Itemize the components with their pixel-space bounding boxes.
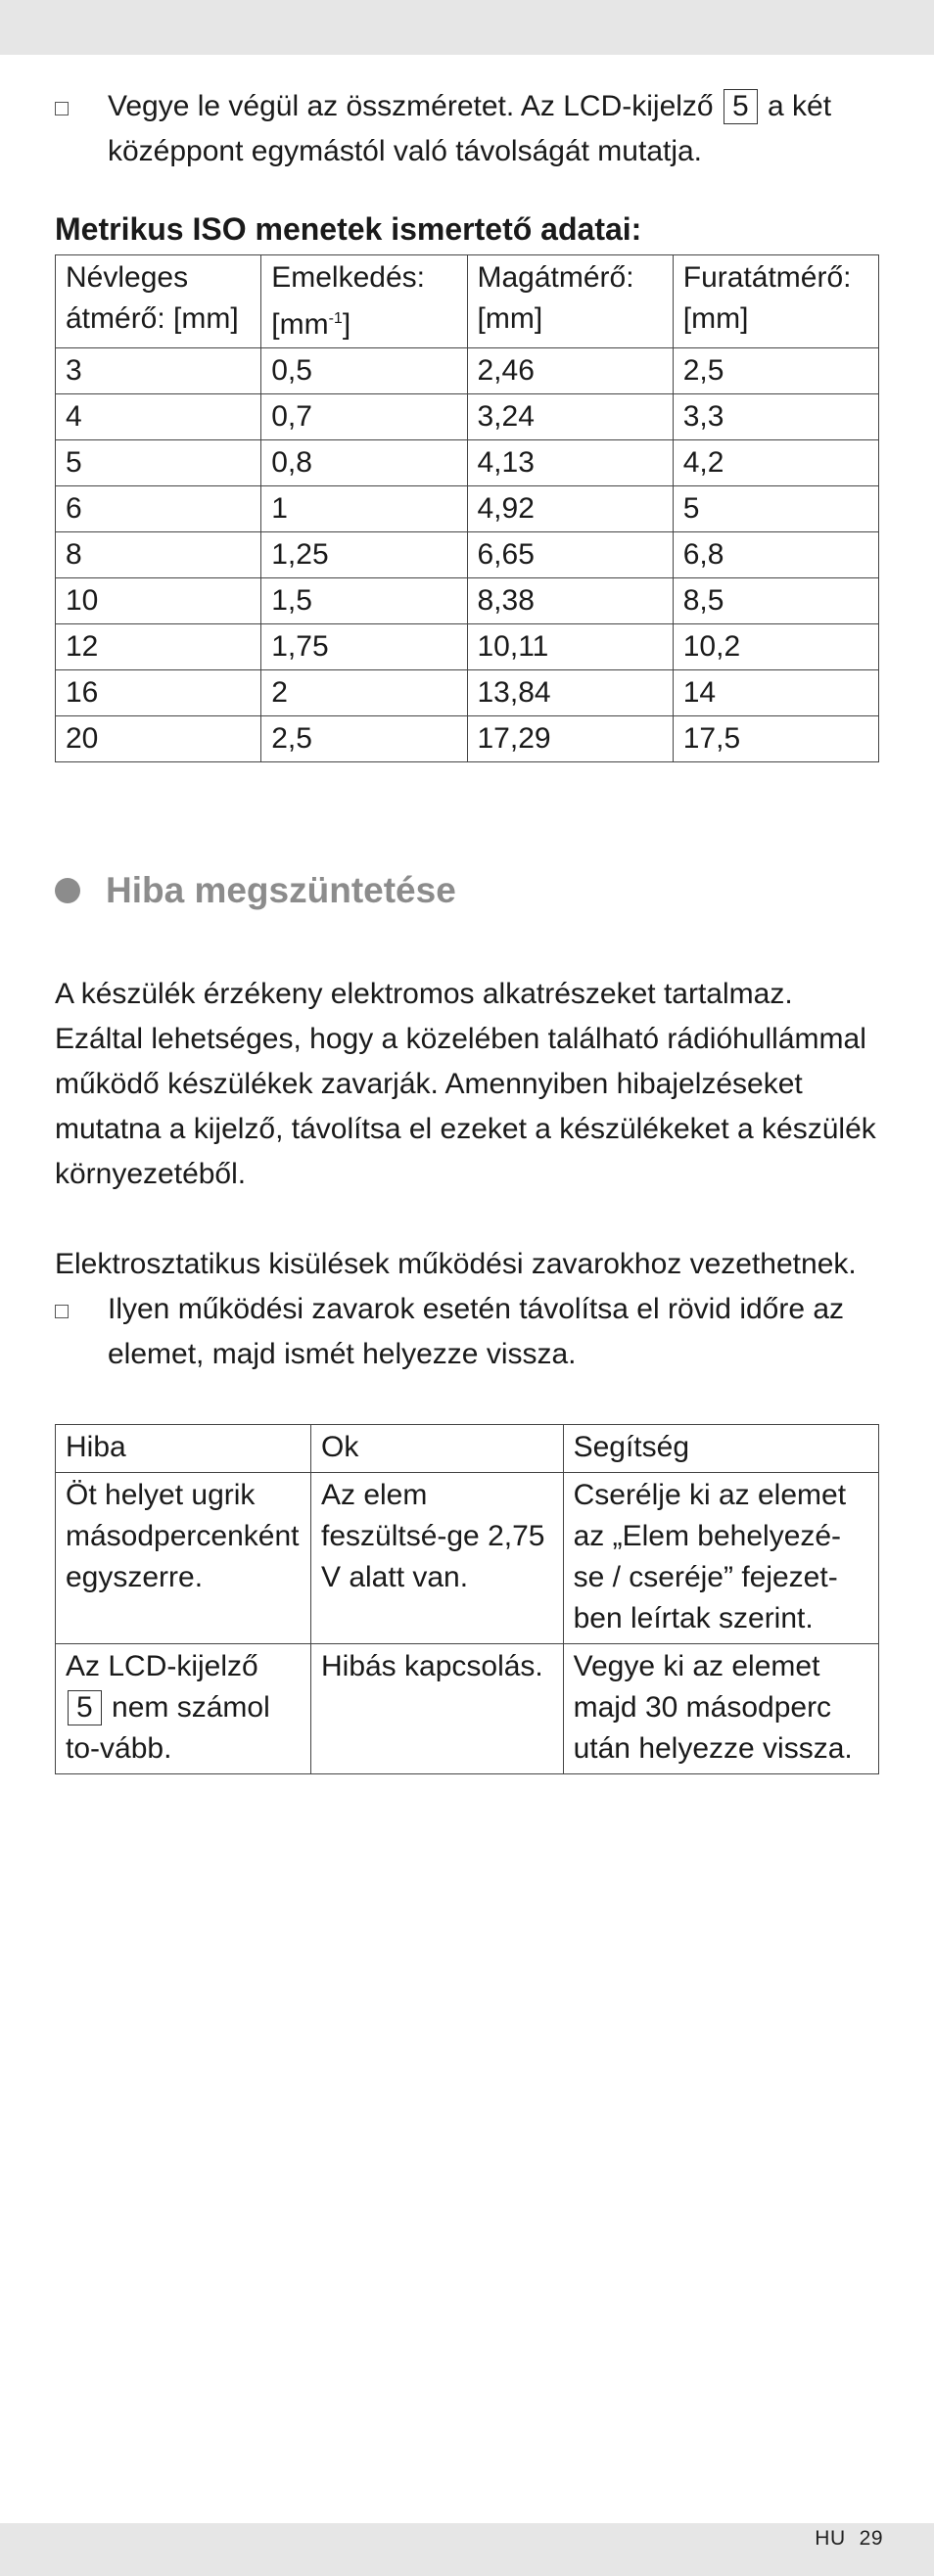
table-cell: 14 <box>673 670 878 716</box>
table-cell: 10 <box>56 578 261 624</box>
header-cause: Ok <box>310 1425 563 1473</box>
table-cell: 8 <box>56 532 261 578</box>
top-bar <box>0 0 934 55</box>
table-row <box>56 670 879 716</box>
troubleshooting-header-row <box>56 1425 879 1473</box>
header-pitch-prefix: Emelkedés: [mm <box>271 261 425 341</box>
table-cell: 2 <box>261 670 467 716</box>
table-cell: 2,5 <box>673 348 878 394</box>
cause-cell: Az elem feszültsé-ge 2,75 V alatt van. <box>310 1473 563 1644</box>
header-pitch-sup: -1 <box>328 310 343 327</box>
header-bore: Furatátmérő: [mm] <box>673 255 878 348</box>
intro-text-before: Vegye le végül az összméretet. Az LCD-kijelző <box>108 90 714 122</box>
table-cell: 2,5 <box>261 716 467 762</box>
table-cell: 6 <box>56 486 261 532</box>
table-row <box>56 624 879 670</box>
table-cell: 2,46 <box>467 348 673 394</box>
table-cell: 10,11 <box>467 624 673 670</box>
table-cell: 17,29 <box>467 716 673 762</box>
intro-bullet <box>55 84 879 174</box>
troubleshooting-table <box>55 1424 879 1774</box>
section-title: Hiba megszüntetése <box>106 870 456 910</box>
table-cell: 16 <box>56 670 261 716</box>
ref-number: 5 <box>724 89 758 124</box>
table-cell: 8,5 <box>673 578 878 624</box>
troubleshoot-bullet <box>55 1287 879 1377</box>
table-cell: 3,3 <box>673 394 878 440</box>
table-row <box>56 486 879 532</box>
fault-cell: Öt helyet ugrik másodpercenként egyszerre. <box>56 1473 311 1644</box>
page-footer <box>815 2527 883 2551</box>
help-cell: Vegye ki az elemet majd 30 másodperc után helyezze vissza. <box>563 1644 878 1774</box>
table-cell: 0,8 <box>261 440 467 486</box>
fault-text-after: nem számol to-vább. <box>66 1691 270 1765</box>
cause-cell: Hibás kapcsolás. <box>310 1644 563 1774</box>
table-row <box>56 1473 879 1644</box>
table-cell: 0,7 <box>261 394 467 440</box>
table-cell: 3,24 <box>467 394 673 440</box>
table-cell: 6,65 <box>467 532 673 578</box>
table-cell: 1,75 <box>261 624 467 670</box>
section-bullet-icon <box>55 878 80 903</box>
table-cell: 8,38 <box>467 578 673 624</box>
table-row <box>56 716 879 762</box>
fault-text-before: Az LCD-kijelző <box>66 1650 258 1682</box>
table-cell: 4,13 <box>467 440 673 486</box>
table-cell: 4,2 <box>673 440 878 486</box>
footer-language: HU <box>815 2527 846 2550</box>
page-content <box>55 84 879 1774</box>
table-row <box>56 532 879 578</box>
table-cell: 10,2 <box>673 624 878 670</box>
intro-text-after: a két középpont egymástól való távolságát mutatja. <box>108 90 832 167</box>
help-cell: Cserélje ki az elemet az „Elem behelyezé-se / cseréje” fejezet-ben leírtak szerint. <box>563 1473 878 1644</box>
table-row <box>56 394 879 440</box>
fault-cell <box>56 1644 311 1774</box>
paragraph-electrostatic: Elektrosztatikus kisülések működési zavarokhoz vezethetnek. <box>55 1248 857 1280</box>
ref-number: 5 <box>68 1690 102 1725</box>
footer-bar <box>0 2523 934 2576</box>
table-cell: 12 <box>56 624 261 670</box>
table-cell: 1 <box>261 486 467 532</box>
table-row <box>56 1644 879 1774</box>
table-cell: 5 <box>673 486 878 532</box>
thread-table-header-row <box>56 255 879 348</box>
thread-table <box>55 254 879 762</box>
bullet-square-icon <box>55 102 69 115</box>
header-core: Magátmérő: [mm] <box>467 255 673 348</box>
table-cell: 20 <box>56 716 261 762</box>
paragraph-sensitive-components: A készülék érzékeny elektromos alkatrészeket tartalmaz. Ezáltal lehetséges, hogy a közelében található rádióhullámmal működő készülékek zavarják. Amennyiben hibajelzéseket mutatna a kijelző, távolítsa el ezeket a készülékeket a készülék környezetéből. <box>55 978 876 1190</box>
table-row <box>56 578 879 624</box>
bullet-square-icon <box>55 1305 69 1318</box>
table-cell: 3 <box>56 348 261 394</box>
header-help: Segítség <box>563 1425 878 1473</box>
table-row <box>56 440 879 486</box>
troubleshoot-bullet-text: Ilyen működési zavarok esetén távolítsa el rövid időre az elemet, majd ismét helyezze vissza. <box>108 1293 845 1370</box>
table-cell: 5 <box>56 440 261 486</box>
header-fault: Hiba <box>56 1425 311 1473</box>
header-nominal: Névleges átmérő: [mm] <box>56 255 261 348</box>
section-heading <box>55 866 879 915</box>
table-cell: 0,5 <box>261 348 467 394</box>
table-cell: 17,5 <box>673 716 878 762</box>
header-pitch-suffix: ] <box>342 308 351 341</box>
table-cell: 6,8 <box>673 532 878 578</box>
table-cell: 4,92 <box>467 486 673 532</box>
table-row <box>56 348 879 394</box>
table-cell: 1,25 <box>261 532 467 578</box>
thread-table-heading: Metrikus ISO menetek ismertető adatai: <box>55 211 642 247</box>
footer-page-number: 29 <box>859 2527 883 2550</box>
header-pitch <box>261 255 467 348</box>
table-cell: 4 <box>56 394 261 440</box>
table-cell: 1,5 <box>261 578 467 624</box>
table-cell: 13,84 <box>467 670 673 716</box>
